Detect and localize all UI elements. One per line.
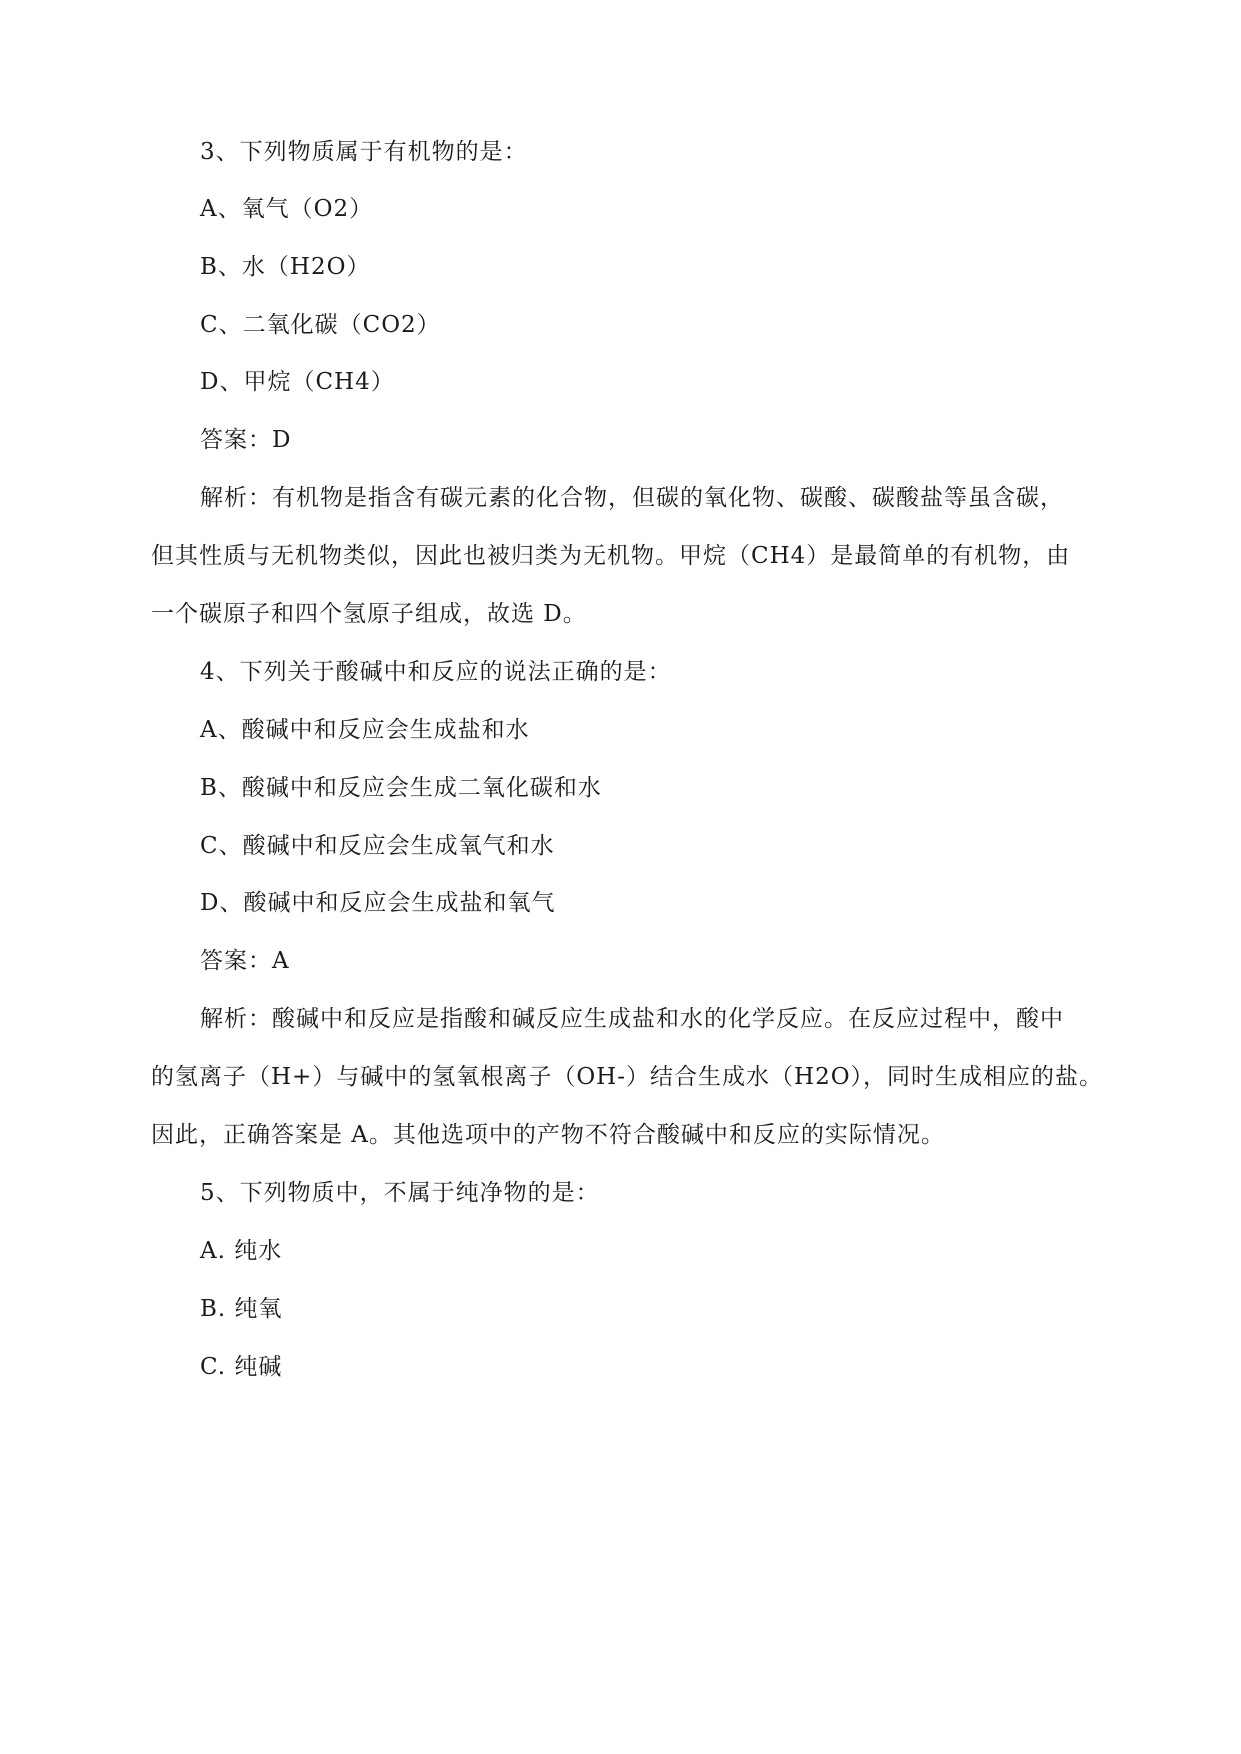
- question-4-option-d: D、酸碱中和反应会生成盐和氧气: [200, 890, 556, 916]
- question-3-option-b: B、水（H2O）: [200, 254, 371, 280]
- question-5-option-c: C. 纯碱: [200, 1354, 283, 1380]
- question-5-text: 5、下列物质中，不属于纯净物的是：: [200, 1180, 600, 1206]
- question-3-explanation-line: 但其性质与无机物类似，因此也被归类为无机物。甲烷（CH4）是最简单的有机物，由: [151, 543, 1071, 569]
- question-4-text: 4、下列关于酸碱中和反应的说法正确的是：: [200, 659, 672, 685]
- question-3-text: 3、下列物质属于有机物的是：: [200, 139, 528, 165]
- question-4-explanation-line: 因此，正确答案是 A。其他选项中的产物不符合酸碱中和反应的实际情况。: [151, 1122, 945, 1148]
- question-4-explanation-line: 解析：酸碱中和反应是指酸和碱反应生成盐和水的化学反应。在反应过程中，酸中: [200, 1006, 1064, 1032]
- question-3-option-a: A、氧气（O2）: [200, 196, 374, 222]
- question-4-option-b: B、酸碱中和反应会生成二氧化碳和水: [200, 775, 602, 801]
- question-3-answer: 答案：D: [200, 427, 292, 453]
- question-4-option-a: A、酸碱中和反应会生成盐和水: [200, 717, 530, 743]
- question-5-option-a: A. 纯水: [200, 1238, 283, 1264]
- question-4-answer: 答案：A: [200, 948, 290, 974]
- question-4-option-c: C、酸碱中和反应会生成氧气和水: [200, 833, 555, 859]
- question-3-option-c: C、二氧化碳（CO2）: [200, 312, 441, 338]
- question-4-explanation-line: 的氢离子（H+）与碱中的氢氧根离子（OH-）结合生成水（H2O），同时生成相应的盐。: [151, 1064, 1104, 1090]
- question-3-explanation-line: 解析：有机物是指含有碳元素的化合物，但碳的氧化物、碳酸、碳酸盐等虽含碳，: [200, 485, 1064, 511]
- question-5-option-b: B. 纯氧: [200, 1296, 283, 1322]
- question-3-explanation-line: 一个碳原子和四个氢原子组成，故选 D。: [151, 601, 587, 627]
- question-3-option-d: D、甲烷（CH4）: [200, 369, 395, 395]
